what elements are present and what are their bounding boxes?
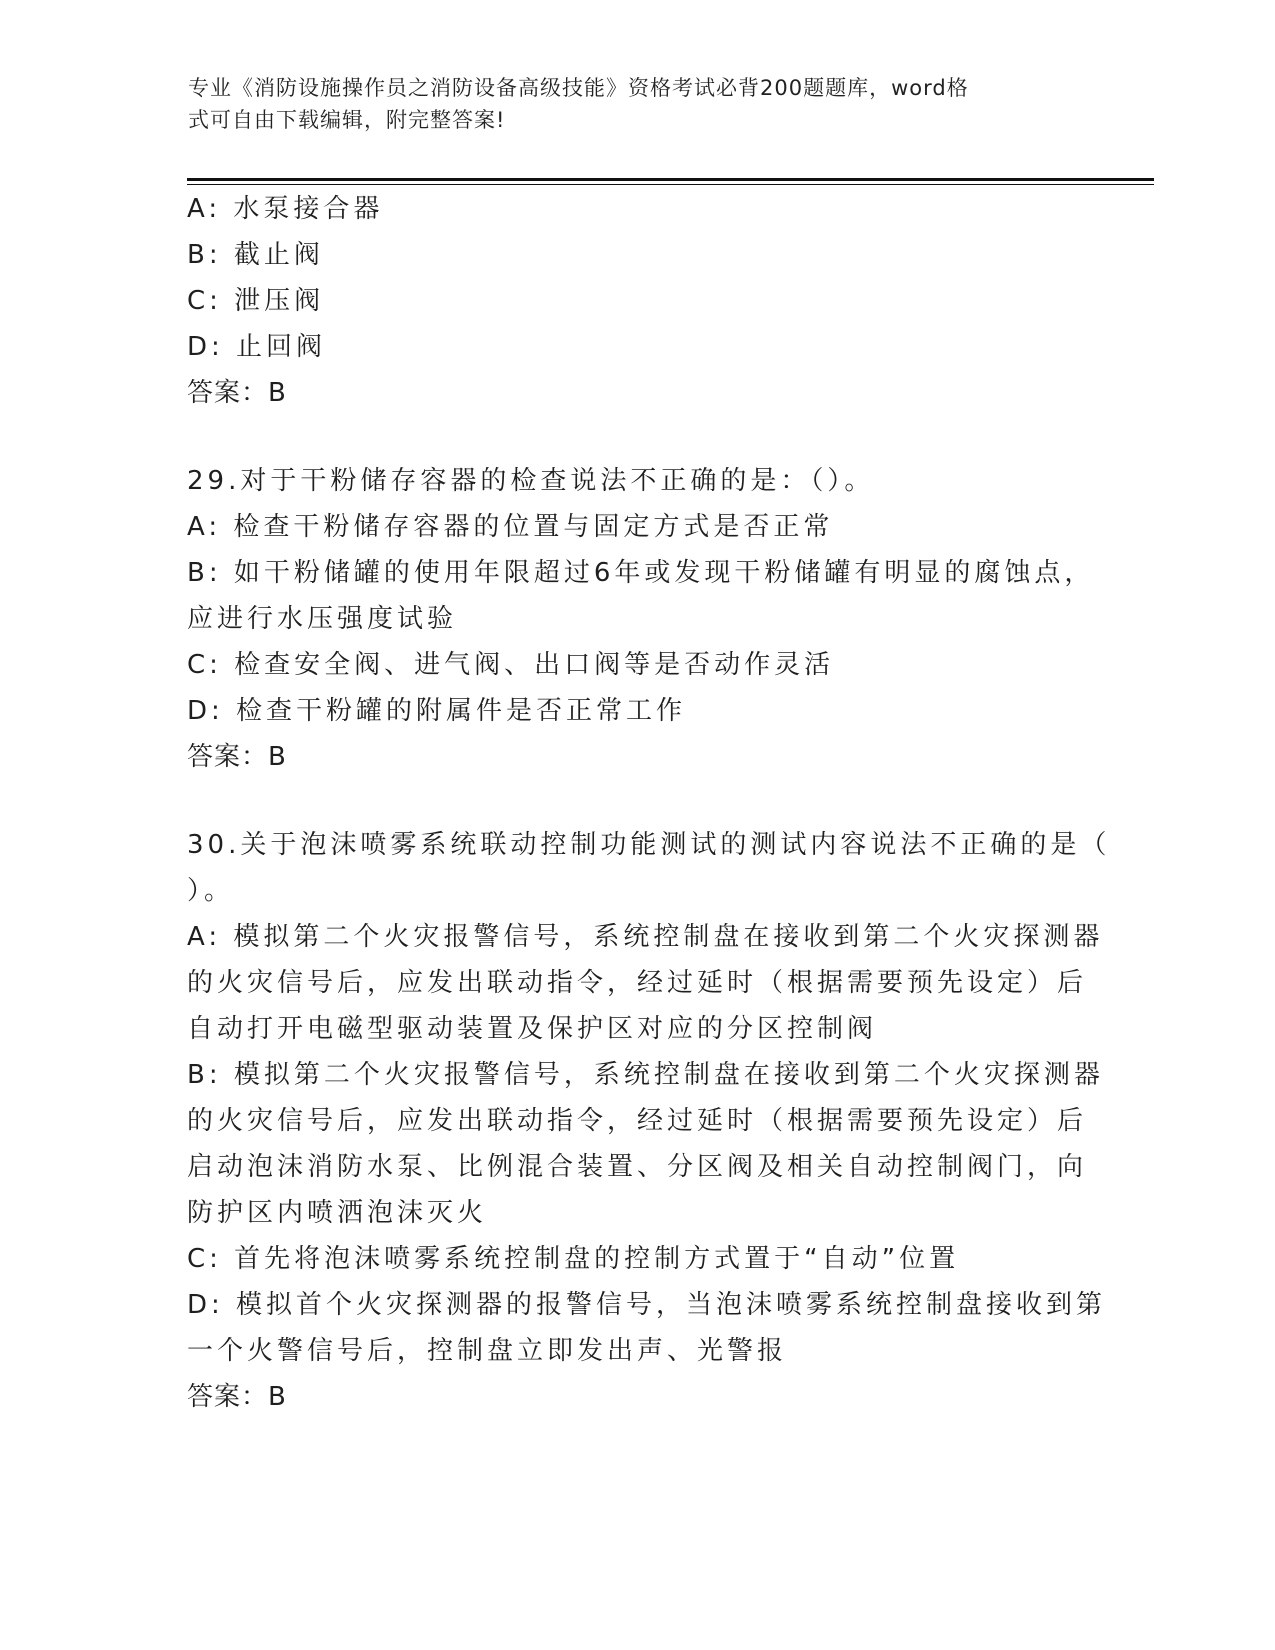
option-a: A: 检查干粉储存容器的位置与固定方式是否正常 [187,512,834,542]
option-b: B: 截止阀 [187,240,324,270]
option-b-continued: 启动泡沫消防水泵、比例混合装置、分区阀及相关自动控制阀门，向 [187,1152,1088,1182]
option-b-continued: 防护区内喷洒泡沫灭火 [187,1198,488,1228]
answer-line: 答案：B [187,742,287,772]
question-30-block [187,822,1111,1420]
question-28-block [187,186,1087,416]
option-c: C: 泄压阀 [187,286,325,316]
question-text-continued: ）。 [187,876,235,906]
question-content [187,186,1111,1420]
question-text: 30.关于泡沫喷雾系统联动控制功能测试的测试内容说法不正确的是（ [187,830,1111,860]
option-b: B: 模拟第二个火灾报警信号，系统控制盘在接收到第二个火灾探测器 [187,1060,1104,1090]
header-line-1: 专业《消防设施操作员之消防设备高级技能》资格考试必背200题题库，word格 [188,76,969,100]
answer-line: 答案：B [187,378,287,408]
header-rule-thin [187,184,1154,185]
option-c: C: 首先将泡沫喷雾系统控制盘的控制方式置于“自动”位置 [187,1244,960,1274]
answer-line: 答案：B [187,1382,287,1412]
option-b-continued: 的火灾信号后，应发出联动指令，经过延时（根据需要预先设定）后 [187,1106,1088,1136]
option-a: A: 水泵接合器 [187,194,384,224]
question-text: 29.对于干粉储存容器的检查说法不正确的是：（）。 [187,466,875,496]
option-d: D: 模拟首个火灾探测器的报警信号，当泡沫喷雾系统控制盘接收到第 [187,1290,1107,1320]
option-d: D: 检查干粉罐的附属件是否正常工作 [187,696,687,726]
option-d: D: 止回阀 [187,332,327,362]
option-c: C: 检查安全阀、进气阀、出口阀等是否动作灵活 [187,650,835,680]
option-b-continued: 应进行水压强度试验 [187,604,458,634]
option-d-continued: 一个火警信号后，控制盘立即发出声、光警报 [187,1336,788,1366]
header-rule-thick [187,178,1154,181]
document-header [188,72,1068,136]
option-a-continued: 自动打开电磁型驱动装置及保护区对应的分区控制阀 [187,1014,878,1044]
header-line-2: 式可自由下载编辑，附完整答案! [188,108,506,132]
option-b: B: 如干粉储罐的使用年限超过6年或发现干粉储罐有明显的腐蚀点， [187,558,1095,588]
option-a: A: 模拟第二个火灾报警信号，系统控制盘在接收到第二个火灾探测器 [187,922,1104,952]
question-29-block [187,458,1095,780]
option-a-continued: 的火灾信号后，应发出联动指令，经过延时（根据需要预先设定）后 [187,968,1088,998]
